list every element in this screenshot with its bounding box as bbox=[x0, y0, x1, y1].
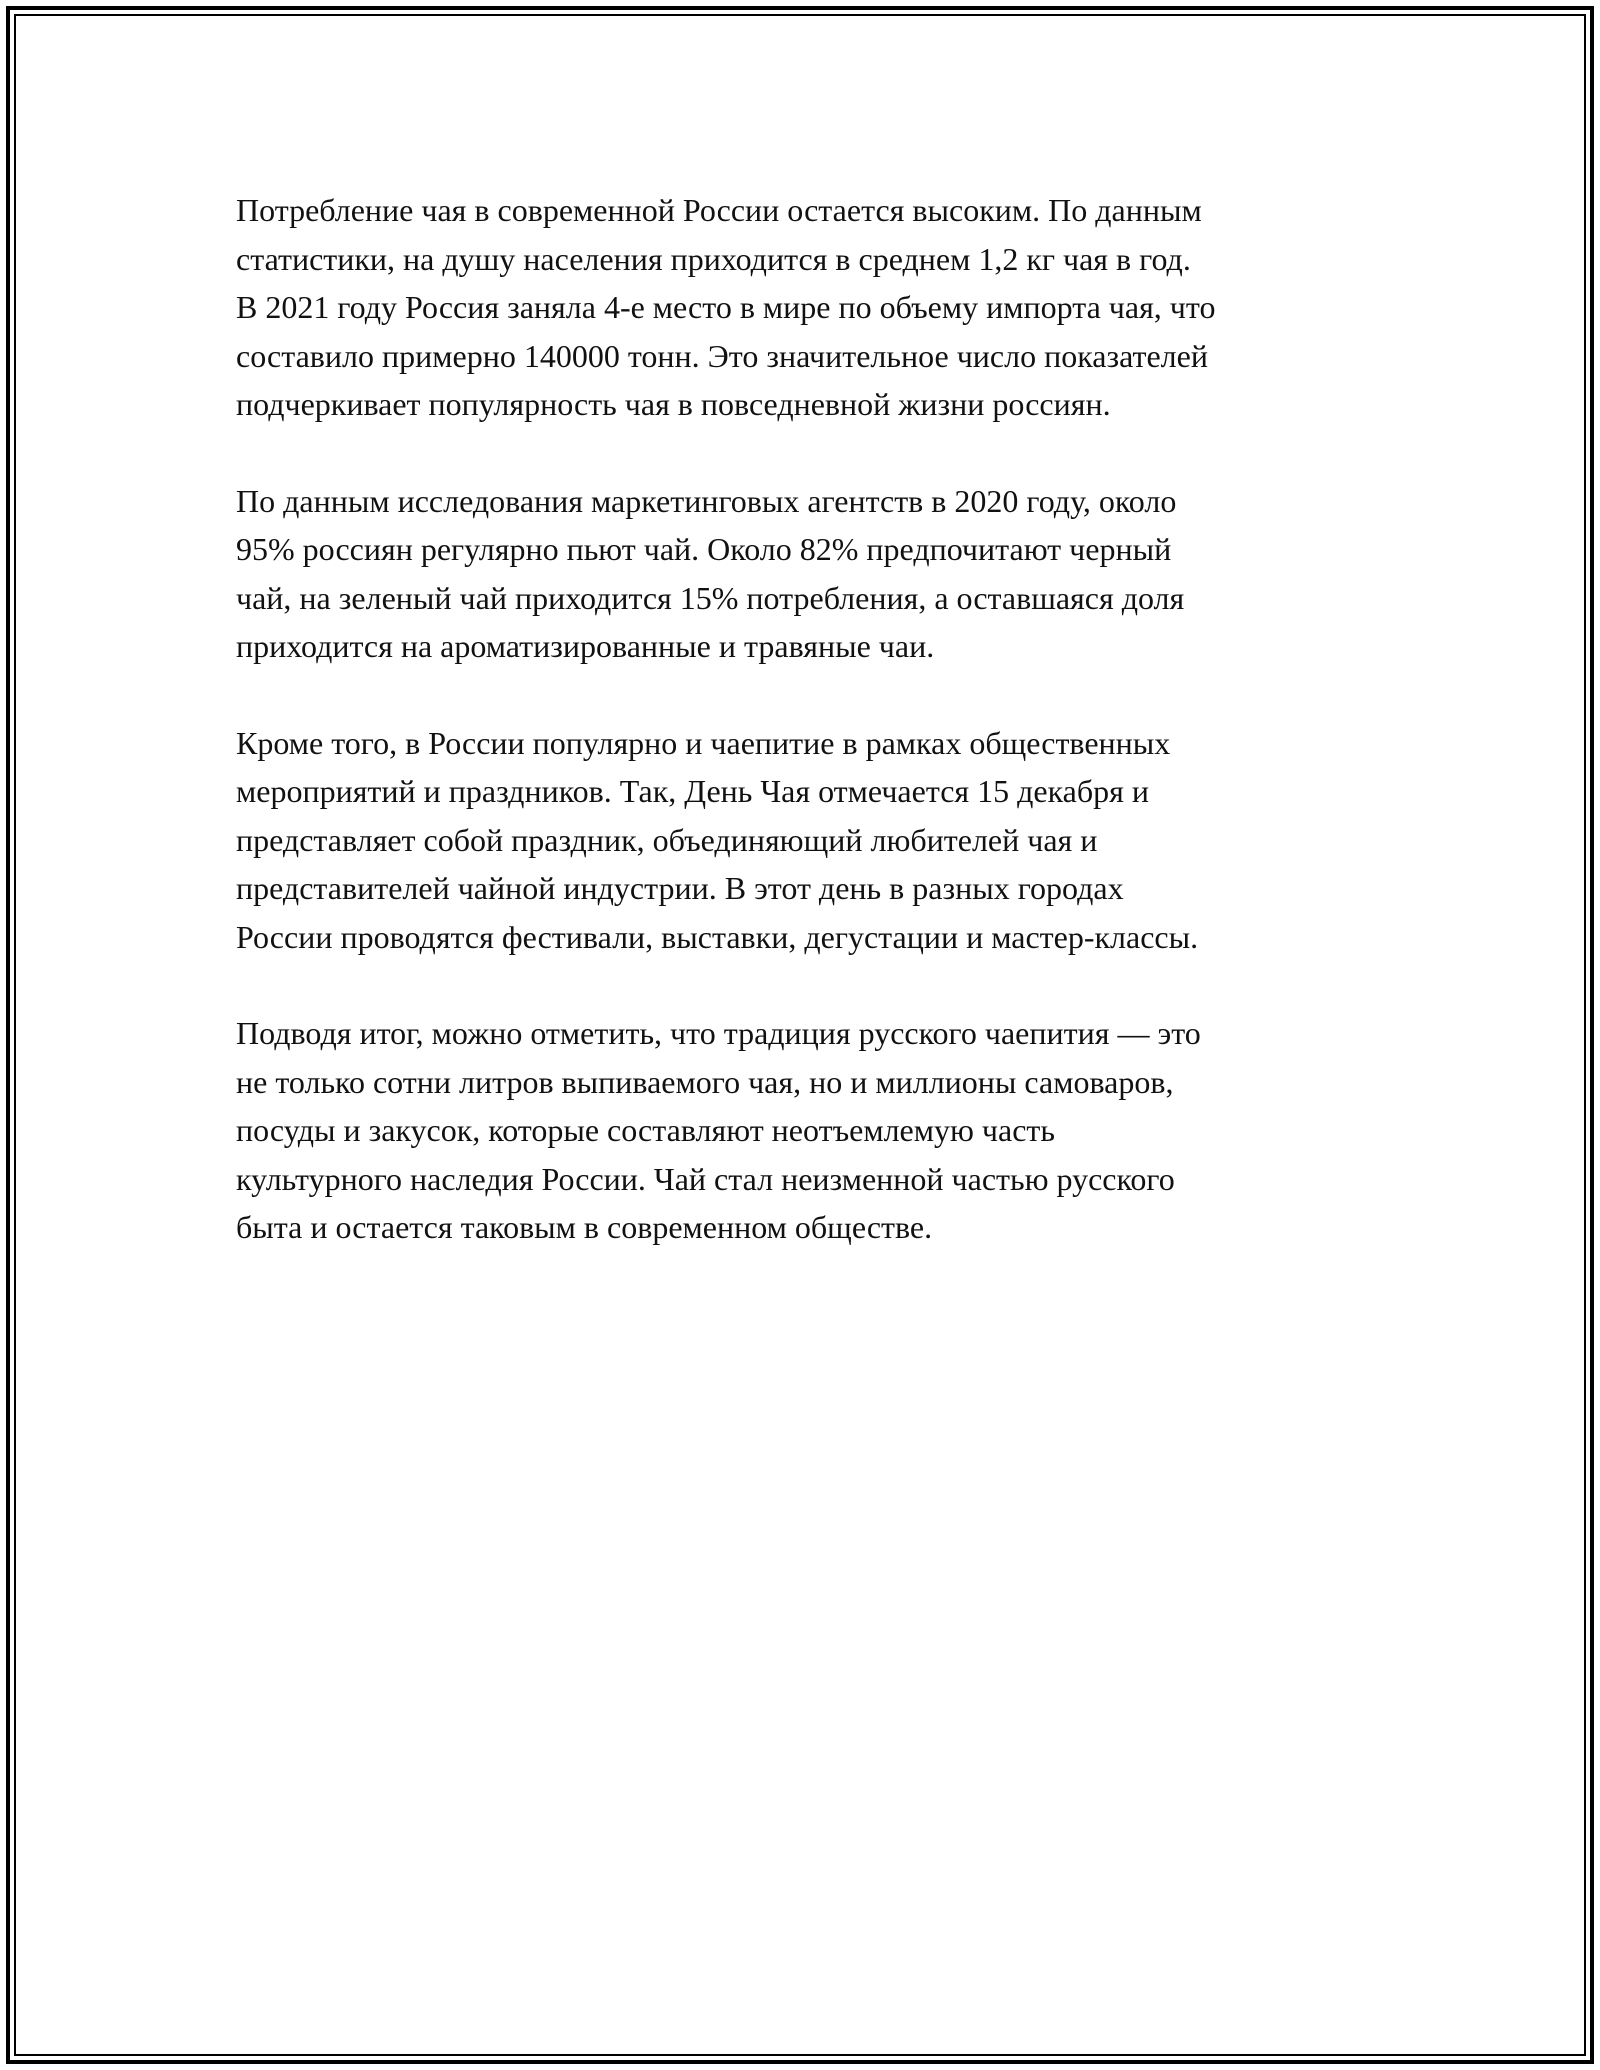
paragraph-tea-day: Кроме того, в России популярно и чаепитие в рамках общественных мероприятий и праздников. Так, День Чая отмечается 15 декабря и представляет собой праздник, объединяющий любителей чая и представителей чайной индустрии. В этот день в разных городах России проводятся фестивали, выставки, дегустации и мастер-классы. bbox=[236, 724, 1199, 955]
paragraph-conclusion: Подводя итог, можно отметить, что традиция русского чаепития — это не только сотни литров выпиваемого чая, но и миллионы самоваров, посуды и закусок, которые составляют неотъемлемую часть культурного наследия России. Чай стал неизменной частью русского быта и остается таковым в современном обществе. bbox=[236, 1015, 1201, 1245]
paragraph-tea-consumption: Потребление чая в современной России остается высоким. По данным статистики, на душу населения приходится в среднем 1,2 кг чая в год. В 2021 году Россия заняла 4-е место в мире по объему импорта чая, что составило примерно 140000 тонн. Это значительное число показателей подчеркивает популярность чая в повседневной жизни россиян. bbox=[236, 192, 1216, 422]
document-body bbox=[236, 186, 1386, 1300]
paragraph-marketing-research: По данным исследования маркетинговых агентств в 2020 году, около 95% россиян регулярно пьют чай. Около 82% предпочитают черный чай, на зеленый чай приходится 15% потребления, а оставшаяся доля приходится на ароматизированные и травяные чаи. bbox=[236, 482, 1185, 664]
